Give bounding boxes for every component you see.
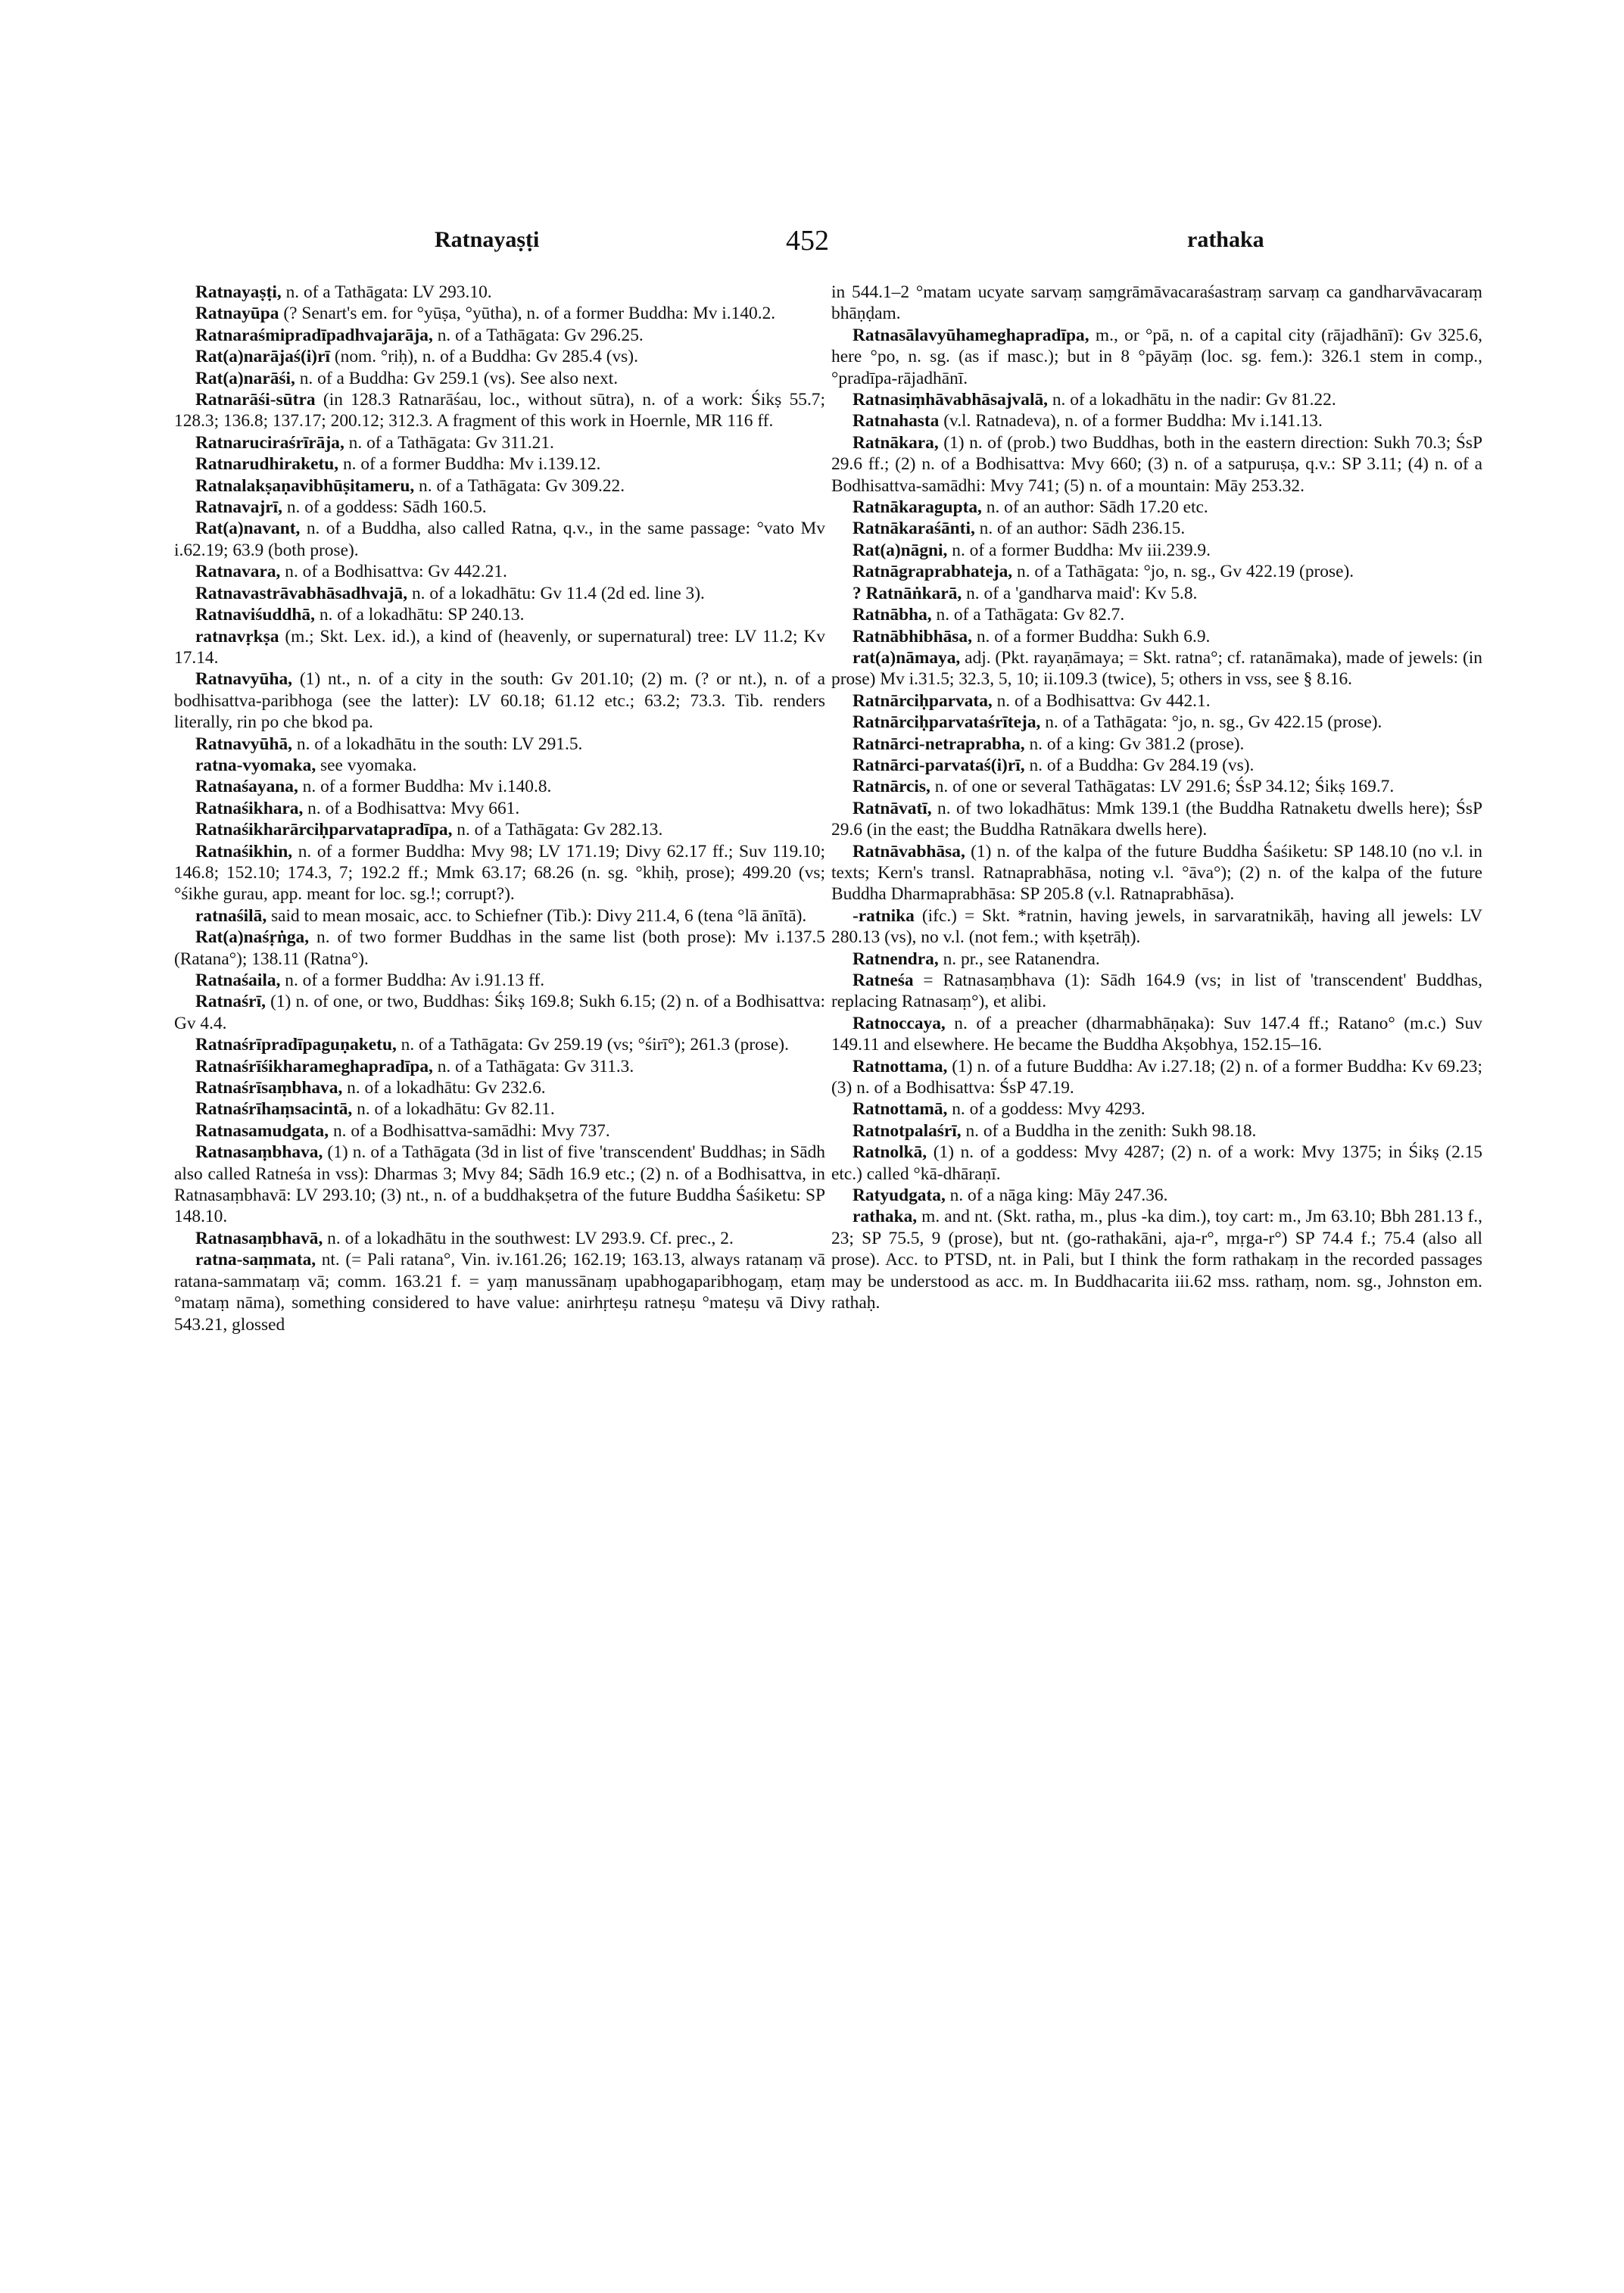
entry-headword: Ratnaśikharārciḥparvatapradīpa, — [195, 820, 453, 840]
entry-headword: Ratnarudhiraketu, — [195, 454, 339, 475]
dictionary-entry — [831, 325, 1482, 389]
dictionary-entry — [174, 325, 825, 346]
dictionary-entry — [174, 970, 825, 991]
entry-headword: Ratnasamudgata, — [195, 1120, 329, 1141]
entry-headword: Ratnārciḥparvataśrīteja, — [853, 712, 1041, 733]
running-head-left: Ratnayaṣṭi — [435, 227, 540, 252]
dictionary-entry — [831, 841, 1482, 905]
dictionary-entry — [831, 604, 1482, 625]
entry-headword: Ratyudgata, — [853, 1185, 946, 1206]
dictionary-entry — [174, 841, 825, 905]
dictionary-entry — [174, 991, 825, 1034]
entry-headword: Ratnoccaya, — [853, 1013, 946, 1033]
entry-definition: n. of a king: Gv 381.2 (prose). — [1024, 734, 1245, 754]
entry-definition: n. of a Tathāgata: LV 293.10. — [281, 282, 492, 302]
dictionary-entry — [174, 389, 825, 432]
dictionary-entry — [831, 1013, 1482, 1056]
entry-definition: n. of a lokadhātu: Gv 11.4 (2d ed. line 3). — [407, 583, 705, 603]
entry-headword: Ratnavyūhā, — [195, 734, 293, 754]
entry-definition: n. of a Tathāgata: Gv 311.3. — [432, 1056, 634, 1076]
dictionary-entry — [174, 1120, 825, 1142]
dictionary-entry — [831, 1098, 1482, 1120]
entry-definition: n. of a lokadhātu: Gv 232.6. — [342, 1078, 546, 1098]
entry-headword: Ratnayūpa — [195, 304, 279, 324]
dictionary-entry — [174, 561, 825, 582]
dictionary-entry — [831, 949, 1482, 970]
entry-headword: Rat(a)navant, — [195, 519, 301, 539]
entry-definition: m., or °pā, n. of a capital city (rājadhānī): Gv 325.6, here °po, n. sg. (as if masc.); but in 8 °pāyāṃ (loc. sg. fem.): 326.1 stem in comp., °pradīpa-rājadhānī. — [831, 325, 1482, 388]
dictionary-entry — [174, 1077, 825, 1098]
entry-headword: Ratnārci-parvataś(i)rī, — [853, 755, 1025, 775]
entry-headword: Ratnaśayana, — [195, 777, 298, 797]
entry-headword: Ratnaśrīhaṃsacintā, — [195, 1099, 353, 1120]
entry-definition: (1) n. of a future Buddha: Av i.27.18; (2) n. of a former Buddha: Kv 69.23; (3) n. of a Bodhisattva: ŚsP 47.19. — [831, 1056, 1482, 1098]
entry-headword: Ratnākaraśānti, — [853, 519, 975, 539]
entry-definition: m. and nt. (Skt. ratha, m., plus -ka dim.), toy cart: m., Jm 63.10; Bbh 281.13 f., 23; SP 75.5, 9 (prose), but nt. (go-rathakāni, aja-r°, mṛga-r°) SP 74.4 f.; 75.4 (also all prose). Acc. to PTSD, nt. in Pali, but I think the form rathakaṃ in the recorded passages may be understood as acc. m. In Buddhacarita iii.62 mss. rathaṃ, nom. sg., Johnston em. rathaḥ. — [831, 1207, 1482, 1313]
entry-definition: (v.l. Ratnadeva), n. of a former Buddha: Mv i.141.13. — [939, 411, 1323, 431]
dictionary-entry — [831, 561, 1482, 582]
entry-headword: Ratnotpalaśrī, — [853, 1120, 962, 1141]
entry-headword: Ratnārci-netraprabha, — [853, 734, 1025, 754]
entry-headword: Ratnasaṃbhavā, — [195, 1228, 323, 1248]
dictionary-entry — [831, 798, 1482, 841]
entry-headword: Ratnavajrī, — [195, 497, 282, 518]
dictionary-entry — [174, 819, 825, 840]
entry-definition: (m.; Skt. Lex. id.), a kind of (heavenly, or supernatural) tree: LV 11.2; Kv 17.14. — [174, 626, 825, 668]
entry-headword: Ratnākara, — [853, 432, 939, 453]
entry-headword: Ratnavastrāvabhāsadhvajā, — [195, 583, 408, 603]
entry-headword: Ratnolkā, — [853, 1142, 927, 1163]
dictionary-entry — [831, 540, 1482, 561]
dictionary-entry — [174, 604, 825, 625]
entry-definition: n. of a former Buddha: Sukh 6.9. — [971, 626, 1211, 646]
entry-headword: Rat(a)naśṛṅga, — [195, 927, 310, 948]
entry-definition: n. of a Bodhisattva-samādhi: Mvy 737. — [329, 1120, 610, 1141]
entry-headword: Ratneśa — [853, 970, 914, 990]
entry-headword: Ratnābha, — [853, 605, 932, 625]
entry-headword: Ratnalakṣaṇavibhūṣitameru, — [195, 475, 415, 496]
dictionary-entry — [831, 712, 1482, 733]
left-column — [174, 282, 825, 1335]
entry-headword: rathaka, — [853, 1207, 918, 1227]
entry-headword: Ratnarāśi-sūtra — [195, 390, 316, 410]
entry-headword: Ratnārciḥparvata, — [853, 690, 993, 711]
entry-headword: Ratnahasta — [853, 411, 940, 431]
entry-definition: n. of a Tathāgata: Gv 296.25. — [432, 325, 644, 345]
entry-headword: rat(a)nāmaya, — [853, 647, 961, 668]
entry-headword: Ratnārcis, — [853, 777, 930, 797]
dictionary-entry — [174, 368, 825, 389]
entry-headword: Ratnaśaila, — [195, 970, 281, 990]
entry-definition: n. of a former Buddha: Av i.91.13 ff. — [280, 970, 545, 990]
entry-headword: ratnaśilā, — [195, 905, 267, 926]
entry-definition: n. of a Tathāgata: Gv 259.19 (vs; °śirī°); 261.3 (prose). — [396, 1035, 789, 1055]
dictionary-entry — [831, 389, 1482, 410]
entry-definition: (1) n. of the kalpa of the future Buddha Śaśiketu: SP 148.10 (no v.l. in texts; Kern's transl. Ratnaprabhāsa, noting v.l. °āva°); (2) n. of the kalpa of the future Buddha Dharmaprabhāsa: SP 205.8 (v.l. Ratnaprabhāsa). — [831, 841, 1482, 905]
dictionary-entry — [174, 626, 825, 669]
entry-headword: Ratnayaṣṭi, — [195, 282, 282, 302]
dictionary-entry — [174, 432, 825, 453]
entry-headword: Ratnaviśuddhā, — [195, 605, 315, 625]
entry-definition: n. of a Tathāgata: °jo, n. sg., Gv 422.15 (prose). — [1040, 712, 1382, 733]
entry-headword: ? Ratnāṅkarā, — [853, 583, 962, 603]
entry-headword: Ratnaśikhara, — [195, 798, 304, 818]
entry-definition: n. of a former Buddha: Mvy 98; LV 171.19; Divy 62.17 ff.; Suv 119.10; 146.8; 152.10; 174.3, 7; 192.2 ff.; Mmk 63.17; 68.26 (n. sg. °khiḥ, prose); 499.20 (vs; °śikhe gurau, app. meant for loc. sg.!; corrupt?). — [174, 841, 825, 905]
entry-headword: Ratnottama, — [853, 1056, 948, 1076]
entry-definition: n. of a Buddha, also called Ratna, q.v., in the same passage: °vato Mv i.62.19; 63.9 (both prose). — [174, 519, 825, 560]
entry-definition: n. of a preacher (dharmabhāṇaka): Suv 147.4 ff.; Ratano° (m.c.) Suv 149.11 and elsewhere. He became the Buddha Akṣobhya, 152.15–16. — [831, 1013, 1482, 1055]
dictionary-entry — [831, 970, 1482, 1013]
page-number: 452 — [786, 225, 829, 257]
entry-definition: n. of a former Buddha: Mv i.140.8. — [298, 777, 552, 797]
dictionary-entry — [831, 626, 1482, 647]
entry-definition: n. of a former Buddha: Mv iii.239.9. — [947, 540, 1211, 560]
dictionary-entry — [831, 1185, 1482, 1206]
entry-definition: said to mean mosaic, acc. to Schiefner (Tib.): Divy 211.4, 6 (tena °lā ānītā). — [267, 905, 807, 926]
entry-headword: Ratnasālavyūhameghapradīpa, — [853, 325, 1089, 345]
entry-definition: n. of a former Buddha: Mv i.139.12. — [338, 454, 601, 475]
entry-headword: Ratnavyūha, — [195, 669, 293, 690]
entry-definition: (ifc.) = Skt. *ratnin, having jewels, in sarvaratnikāḥ, having all jewels: LV 280.13 (vs), no v.l. (not fem.; with kṣetrāḥ). — [831, 905, 1482, 948]
dictionary-entry — [174, 668, 825, 733]
entry-definition: n. of a lokadhātu: SP 240.13. — [314, 605, 525, 625]
entry-definition: n. of a goddess: Sādh 160.5. — [282, 497, 487, 518]
dictionary-entry — [831, 690, 1482, 712]
dictionary-entry — [174, 776, 825, 797]
entry-definition: n. of two lokadhātus: Mmk 139.1 (the Buddha Ratnaketu dwells here); ŚsP 29.6 (in the east; the Buddha Ratnākara dwells here). — [831, 798, 1482, 840]
entry-headword: Ratnaśrī, — [195, 992, 266, 1012]
dictionary-entry — [831, 1206, 1482, 1313]
dictionary-entry — [174, 303, 825, 324]
dictionary-entry — [831, 410, 1482, 431]
dictionary-entry — [831, 776, 1482, 797]
entry-definition: (? Senart's em. for °yūṣa, °yūtha), n. of a former Buddha: Mv i.140.2. — [279, 304, 776, 324]
entry-definition: adj. (Pkt. rayaṇāmaya; = Skt. ratna°; cf. ratanāmaka), made of jewels: (in prose) Mv i.31.5; 32.3, 5, 10; ii.109.3 (twice), 5; others in vss, see § 8.16. — [831, 647, 1482, 690]
entry-headword: ratna-vyomaka, — [195, 755, 316, 775]
running-head-right: rathaka — [1187, 227, 1264, 252]
entry-definition: n. of a Buddha: Gv 259.1 (vs). See also next. — [295, 368, 619, 388]
entry-headword: Ratnāvatī, — [853, 798, 932, 818]
entry-definition: n. of a Tathāgata: Gv 82.7. — [931, 605, 1125, 625]
entry-definition: (1) n. of a goddess: Mvy 4287; (2) n. of a work: Mvy 1375; in Śikṣ (2.15 etc.) called °kā-dhāraṇī. — [831, 1142, 1482, 1184]
entry-definition: n. pr., see Ratanendra. — [938, 949, 1100, 969]
entry-headword: -ratnika — [853, 905, 915, 926]
entry-definition: n. of a Buddha in the zenith: Sukh 98.18. — [961, 1120, 1257, 1141]
entry-definition: (1) n. of (prob.) two Buddhas, both in the eastern direction: Sukh 70.3; ŚsP 29.6 ff.; (2) n. of a Bodhisattva: Mvy 660; (3) n. of a satpuruṣa, q.v.: SP 3.11; (4) n. of a Bodhisattva-samādhi: Mvy 741; (5) n. of a mountain: Māy 253.32. — [831, 432, 1482, 496]
entry-definition: = Ratnasaṃbhava (1): Sādh 164.9 (vs; in list of 'transcendent' Buddhas, replacing Ratnasaṃ°), et alibi. — [831, 970, 1482, 1012]
dictionary-entry — [174, 1249, 825, 1335]
entry-definition: n. of a Bodhisattva: Gv 442.1. — [992, 690, 1211, 711]
entry-definition: n. of a Tathāgata: Gv 311.21. — [344, 432, 554, 453]
dictionary-entry — [831, 518, 1482, 539]
entry-headword: Ratnottamā, — [853, 1099, 948, 1120]
dictionary-entry — [174, 1228, 825, 1249]
dictionary-entry — [831, 905, 1482, 949]
entry-definition: n. of a Bodhisattva: Gv 442.21. — [280, 562, 507, 582]
entry-headword: ratnavṛkṣa — [195, 626, 279, 646]
entry-headword: Rat(a)narājaś(i)rī — [195, 347, 330, 367]
dictionary-entry — [831, 734, 1482, 755]
entry-headword: ratna-saṃmata, — [195, 1250, 316, 1270]
entry-headword: Ratnaśrīsaṃbhava, — [195, 1078, 343, 1098]
entry-headword: Ratnaśrīpradīpaguṇaketu, — [195, 1035, 397, 1055]
dictionary-entry — [174, 497, 825, 518]
entry-definition: n. of a lokadhātu: Gv 82.11. — [352, 1099, 555, 1120]
entry-headword: Ratnaśikhin, — [195, 841, 293, 861]
dictionary-entry — [174, 734, 825, 755]
dictionary-entry — [831, 583, 1482, 604]
entry-definition: n. of a Buddha: Gv 284.19 (vs). — [1024, 755, 1255, 775]
entry-definition: n. of a nāga king: Māy 247.36. — [945, 1185, 1168, 1206]
dictionary-entry — [174, 905, 825, 927]
entry-headword: Ratnaśrīśikharameghapradīpa, — [195, 1056, 433, 1076]
entry-headword: Ratnāvabhāsa, — [853, 841, 965, 861]
entry-headword: Ratnābhibhāsa, — [853, 626, 972, 646]
dictionary-entry — [831, 282, 1482, 325]
entry-definition: n. of a lokadhātu in the nadir: Gv 81.22. — [1048, 390, 1336, 410]
entry-definition: n. of a Tathāgata: Gv 309.22. — [414, 475, 625, 496]
entry-definition: (in 128.3 Ratnarāśau, loc., without sūtra), n. of a work: Śikṣ 55.7; 128.3; 136.8; 137.17; 200.12; 312.3. A fragment of this work in Hoernle, MR 116 ff. — [174, 390, 825, 431]
dictionary-entry — [831, 1120, 1482, 1142]
entry-headword: Ratnaraśmipradīpadhvajarāja, — [195, 325, 433, 345]
entry-headword: Ratnasaṃbhava, — [195, 1142, 323, 1163]
right-column — [831, 282, 1482, 1314]
entry-definition: nt. (= Pali ratana°, Vin. iv.161.26; 162.19; 163.13, always ratanaṃ vā ratana-sammataṃ vā; comm. 163.21 f. = yaṃ manussānaṃ upabhogaparibhogaṃ, etaṃ °mataṃ nāma), something considered to have value: anirhṛteṣu ratneṣu °mateṣu vā Divy 543.21, glossed — [174, 1250, 825, 1335]
dictionary-entry — [174, 475, 825, 497]
entry-definition: in 544.1–2 °matam ucyate sarvaṃ saṃgrāmāvacaraśastraṃ sarvaṃ ca gandharvāvacaraṃ bhāṇḍam. — [831, 282, 1482, 324]
dictionary-entry — [174, 346, 825, 367]
entry-definition: n. of a Tathāgata: °jo, n. sg., Gv 422.19 (prose). — [1012, 562, 1354, 582]
entry-definition: n. of a lokadhātu in the southwest: LV 293.9. Cf. prec., 2. — [323, 1228, 734, 1248]
entry-headword: Ratnaruciraśrīrāja, — [195, 432, 344, 453]
entry-headword: Ratnākaragupta, — [853, 497, 982, 518]
dictionary-entry — [174, 583, 825, 604]
entry-headword: Rat(a)narāśi, — [195, 368, 295, 388]
entry-definition: (1) nt., n. of a city in the south: Gv 201.10; (2) m. (? or nt.), n. of a bodhisattva-paribhoga (see the latter): LV 60.18; 61.12 etc.; 63.2; 73.3. Tib. renders literally, rin po che bkod pa. — [174, 669, 825, 733]
entry-definition: n. of a Bodhisattva: Mvy 661. — [303, 798, 520, 818]
entry-definition: n. of a goddess: Mvy 4293. — [947, 1099, 1146, 1120]
dictionary-entry — [174, 518, 825, 561]
dictionary-entry — [174, 1034, 825, 1055]
dictionary-entry — [831, 1142, 1482, 1185]
entry-definition: (1) n. of a Tathāgata (3d in list of five 'transcendent' Buddhas; in Sādh also called Ratneśa in vss): Dharmas 3; Mvy 84; Sādh 16.9 etc.; (2) n. of a Bodhisattva, in Ratnasaṃbhavā: LV 293.10; (3) nt., n. of a buddhakṣetra of the future Buddha Śaśiketu: SP 148.10. — [174, 1142, 825, 1227]
dictionary-entry — [174, 1056, 825, 1077]
entry-definition: n. of one or several Tathāgatas: LV 291.6; ŚsP 34.12; Śikṣ 169.7. — [930, 777, 1395, 797]
dictionary-entry — [174, 755, 825, 776]
entry-headword: Ratnāgraprabhateja, — [853, 562, 1013, 582]
entry-definition: (nom. °riḥ), n. of a Buddha: Gv 285.4 (vs). — [329, 347, 638, 367]
entry-headword: Rat(a)nāgni, — [853, 540, 948, 560]
entry-headword: Ratnendra, — [853, 949, 939, 969]
entry-headword: Ratnasiṃhāvabhāsajvalā, — [853, 390, 1048, 410]
dictionary-entry — [174, 798, 825, 819]
entry-definition: n. of an author: Sādh 236.15. — [974, 519, 1186, 539]
entry-headword: Ratnavara, — [195, 562, 281, 582]
entry-definition: n. of a lokadhātu in the south: LV 291.5. — [292, 734, 583, 754]
entry-definition: n. of two former Buddhas in the same list (both prose): Mv i.137.5 (Ratana°); 138.11 (Ratna°). — [174, 927, 825, 969]
dictionary-entry — [831, 1056, 1482, 1099]
entry-definition: n. of a 'gandharva maid': Kv 5.8. — [962, 583, 1198, 603]
entry-definition: n. of an author: Sādh 17.20 etc. — [981, 497, 1208, 518]
entry-definition: (1) n. of one, or two, Buddhas: Śikṣ 169.8; Sukh 6.15; (2) n. of a Bodhisattva: Gv 4.4. — [174, 992, 825, 1033]
dictionary-entry — [174, 1098, 825, 1120]
dictionary-entry — [831, 755, 1482, 776]
dictionary-entry — [174, 453, 825, 475]
dictionary-entry — [174, 927, 825, 970]
dictionary-entry — [831, 647, 1482, 690]
entry-definition: n. of a Tathāgata: Gv 282.13. — [452, 820, 663, 840]
dictionary-entry — [831, 497, 1482, 518]
dictionary-entry — [174, 282, 825, 303]
dictionary-entry — [831, 432, 1482, 497]
dictionary-entry — [174, 1142, 825, 1228]
entry-definition: see vyomaka. — [316, 755, 417, 775]
